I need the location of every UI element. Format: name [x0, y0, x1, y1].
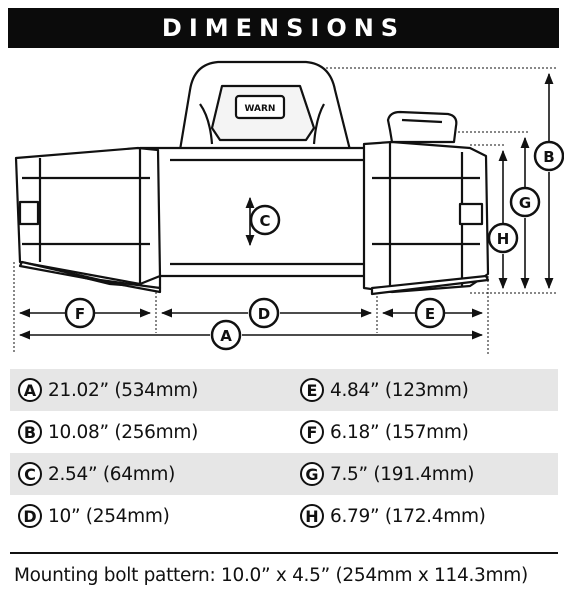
spec-letter-badge: H	[300, 504, 324, 528]
spec-letter-badge: G	[300, 462, 324, 486]
spec-e	[300, 378, 558, 402]
spec-row	[10, 411, 558, 453]
callout-g	[511, 188, 539, 216]
svg-text:G: G	[518, 194, 532, 212]
winch-body	[16, 62, 488, 294]
callout-c	[251, 206, 279, 234]
svg-text:D: D	[257, 305, 271, 323]
spec-b	[10, 420, 300, 444]
spec-letter-badge: B	[18, 420, 42, 444]
spec-h	[300, 504, 558, 528]
callout-a	[212, 321, 240, 349]
page-title: DIMENSIONS	[161, 14, 406, 42]
svg-text:E: E	[424, 305, 436, 323]
spec-value: 10” (254mm)	[48, 505, 170, 527]
spec-value: 10.08” (256mm)	[48, 421, 199, 443]
spec-value: 2.54” (64mm)	[48, 463, 176, 485]
callout-e	[416, 299, 444, 327]
spec-table	[10, 369, 558, 537]
spec-value: 6.79” (172.4mm)	[330, 505, 486, 527]
spec-value: 7.5” (191.4mm)	[330, 463, 475, 485]
winch-drawing	[0, 48, 564, 363]
spec-value: 4.84” (123mm)	[330, 379, 469, 401]
svg-text:F: F	[74, 305, 86, 323]
spec-letter-badge: C	[18, 462, 42, 486]
spec-letter-badge: D	[18, 504, 42, 528]
footer-divider	[10, 552, 558, 554]
svg-text:H: H	[496, 230, 510, 248]
svg-text:A: A	[220, 327, 232, 345]
spec-a	[10, 378, 300, 402]
header-bar	[8, 8, 559, 48]
callout-h	[489, 224, 517, 252]
spec-d	[10, 504, 300, 528]
spec-f	[300, 420, 558, 444]
spec-row	[10, 453, 558, 495]
winch-dimension-diagram	[0, 48, 564, 363]
mounting-bolt-note: Mounting bolt pattern: 10.0” x 4.5” (254mm x 114.3mm)	[14, 565, 528, 586]
callout-f	[66, 299, 94, 327]
spec-row	[10, 369, 558, 411]
callout-b	[535, 142, 563, 170]
spec-letter-badge: E	[300, 378, 324, 402]
spec-c	[10, 462, 300, 486]
spec-row	[10, 495, 558, 537]
svg-text:B: B	[543, 148, 555, 166]
spec-letter-badge: F	[300, 420, 324, 444]
spec-letter-badge: A	[18, 378, 42, 402]
svg-text:C: C	[259, 212, 271, 230]
callout-d	[250, 299, 278, 327]
spec-value: 21.02” (534mm)	[48, 379, 199, 401]
spec-value: 6.18” (157mm)	[330, 421, 469, 443]
warn-logo: WARN	[244, 104, 276, 114]
spec-g	[300, 462, 558, 486]
